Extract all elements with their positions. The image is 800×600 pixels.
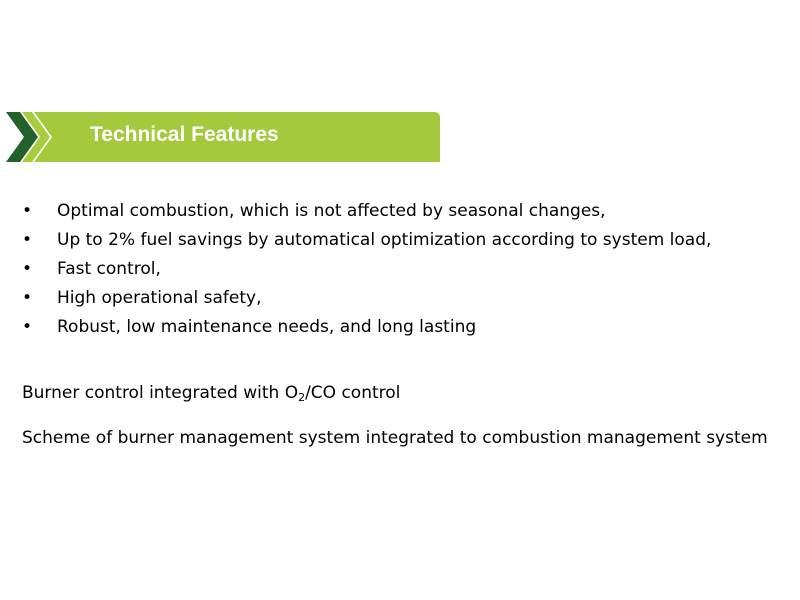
section-banner <box>6 112 440 162</box>
bullet-icon: • <box>22 317 33 337</box>
bullet-icon: • <box>22 201 33 221</box>
feature-text: Up to 2% fuel savings by automatical optimization according to system load, <box>57 230 712 250</box>
bullet-icon: • <box>22 288 33 308</box>
caption-subscript: 2 <box>298 391 306 404</box>
bullet-icon: • <box>22 259 33 279</box>
feature-text: High operational safety, <box>57 288 262 308</box>
feature-text: Robust, low maintenance needs, and long lasting <box>57 317 477 337</box>
scheme-caption: Scheme of burner management system integrated to combustion management system <box>22 428 768 448</box>
bullet-icon: • <box>22 230 33 250</box>
feature-text: Fast control, <box>57 259 161 279</box>
caption-prefix: Burner control integrated with O <box>22 383 299 403</box>
feature-text: Optimal combustion, which is not affected by seasonal changes, <box>57 201 606 221</box>
caption-suffix: /CO control <box>305 383 401 403</box>
banner-title: Technical Features <box>90 123 279 146</box>
burner-control-caption <box>22 383 400 404</box>
